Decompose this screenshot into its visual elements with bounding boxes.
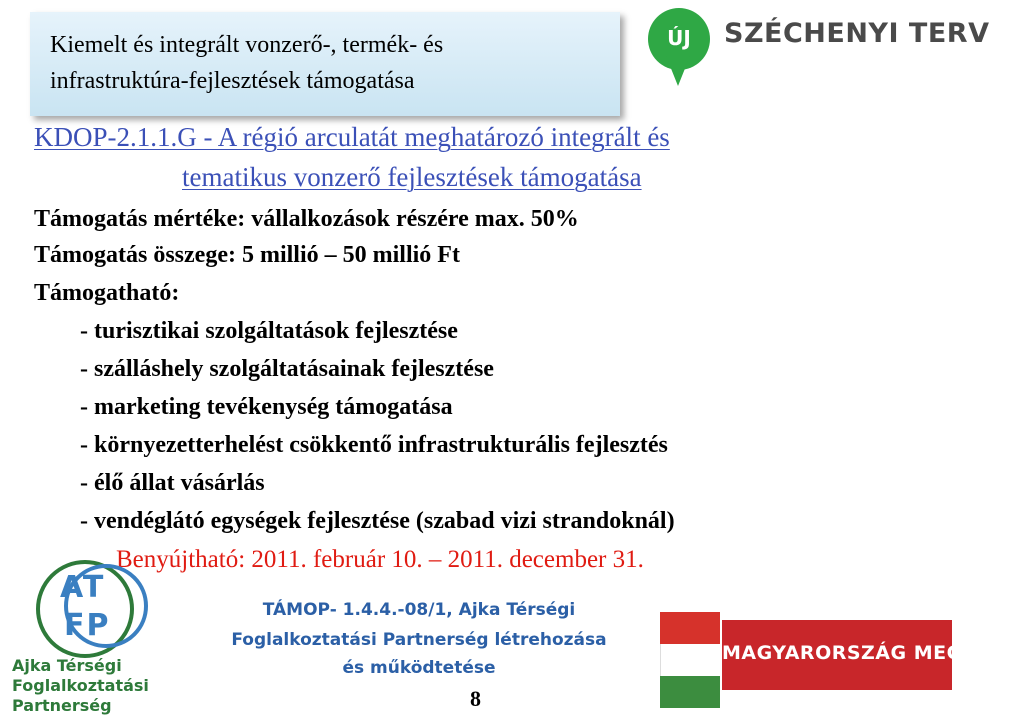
eligible-item: - turisztikai szolgáltatások fejlesztése — [80, 318, 458, 344]
atfp-logo — [8, 560, 198, 718]
uj-szechenyi-terv-logo — [636, 4, 990, 92]
eligible-item: - élő állat vásárlás — [80, 470, 265, 496]
support-rate: Támogatás mértéke: vállalkozások részére max. 50% — [34, 206, 579, 232]
eligible-item: - marketing tevékenység támogatása — [80, 394, 453, 420]
magyarorszag-megujul-logo — [660, 612, 1015, 708]
atfp-name-line-1: Ajka Térségi — [12, 656, 122, 675]
flag-red-stripe — [660, 612, 720, 644]
eligible-item: - szálláshely szolgáltatásainak fejlesztése — [80, 356, 494, 382]
support-amount: Támogatás összege: 5 millió – 50 millió Ft — [34, 242, 460, 268]
flag-green-stripe — [660, 676, 720, 708]
tamop-line-3: és működtetése — [342, 658, 496, 678]
atfp-name-line-2: Foglalkoztatási — [12, 676, 149, 695]
title-line-1: Kiemelt és integrált vonzerő-, termék- és — [50, 32, 444, 58]
uj-badge-text: ÚJ — [667, 26, 691, 50]
megujul-banner — [722, 620, 1015, 690]
szechenyi-terv-text: SZÉCHENYI TERV — [724, 18, 990, 49]
uj-badge-tail — [666, 56, 690, 86]
flag-white-stripe — [660, 644, 721, 676]
title-box — [30, 12, 620, 116]
submission-deadline: Benyújtható: 2011. február 10. – 2011. december 31. — [116, 546, 644, 573]
atfp-logo-top: AT — [60, 570, 106, 605]
tamop-line-2: Foglalkoztatási Partnerség létrehozása — [231, 630, 607, 650]
atfp-logo-bottom: FP — [64, 608, 111, 643]
program-heading-line-1: KDOP-2.1.1.G - A régió arculatát meghatározó integrált és — [34, 122, 670, 152]
tamop-line-1: TÁMOP- 1.4.4.-08/1, Ajka Térségi — [262, 600, 576, 620]
eligible-label: Támogatható: — [34, 280, 180, 306]
megujul-text: MAGYARORSZÁG MEGÚJUL — [722, 642, 1015, 664]
page-number: 8 — [470, 686, 481, 711]
atfp-name-line-3: Partnerség — [12, 696, 112, 715]
title-line-2: infrastruktúra-fejlesztések támogatása — [50, 68, 415, 94]
program-heading-line-2: tematikus vonzerő fejlesztések támogatása — [182, 162, 642, 192]
eligible-item: - környezetterhelést csökkentő infrastrukturális fejlesztés — [80, 432, 668, 458]
eligible-item: - vendéglátó egységek fejlesztése (szabad vizi strandoknál) — [80, 508, 675, 534]
